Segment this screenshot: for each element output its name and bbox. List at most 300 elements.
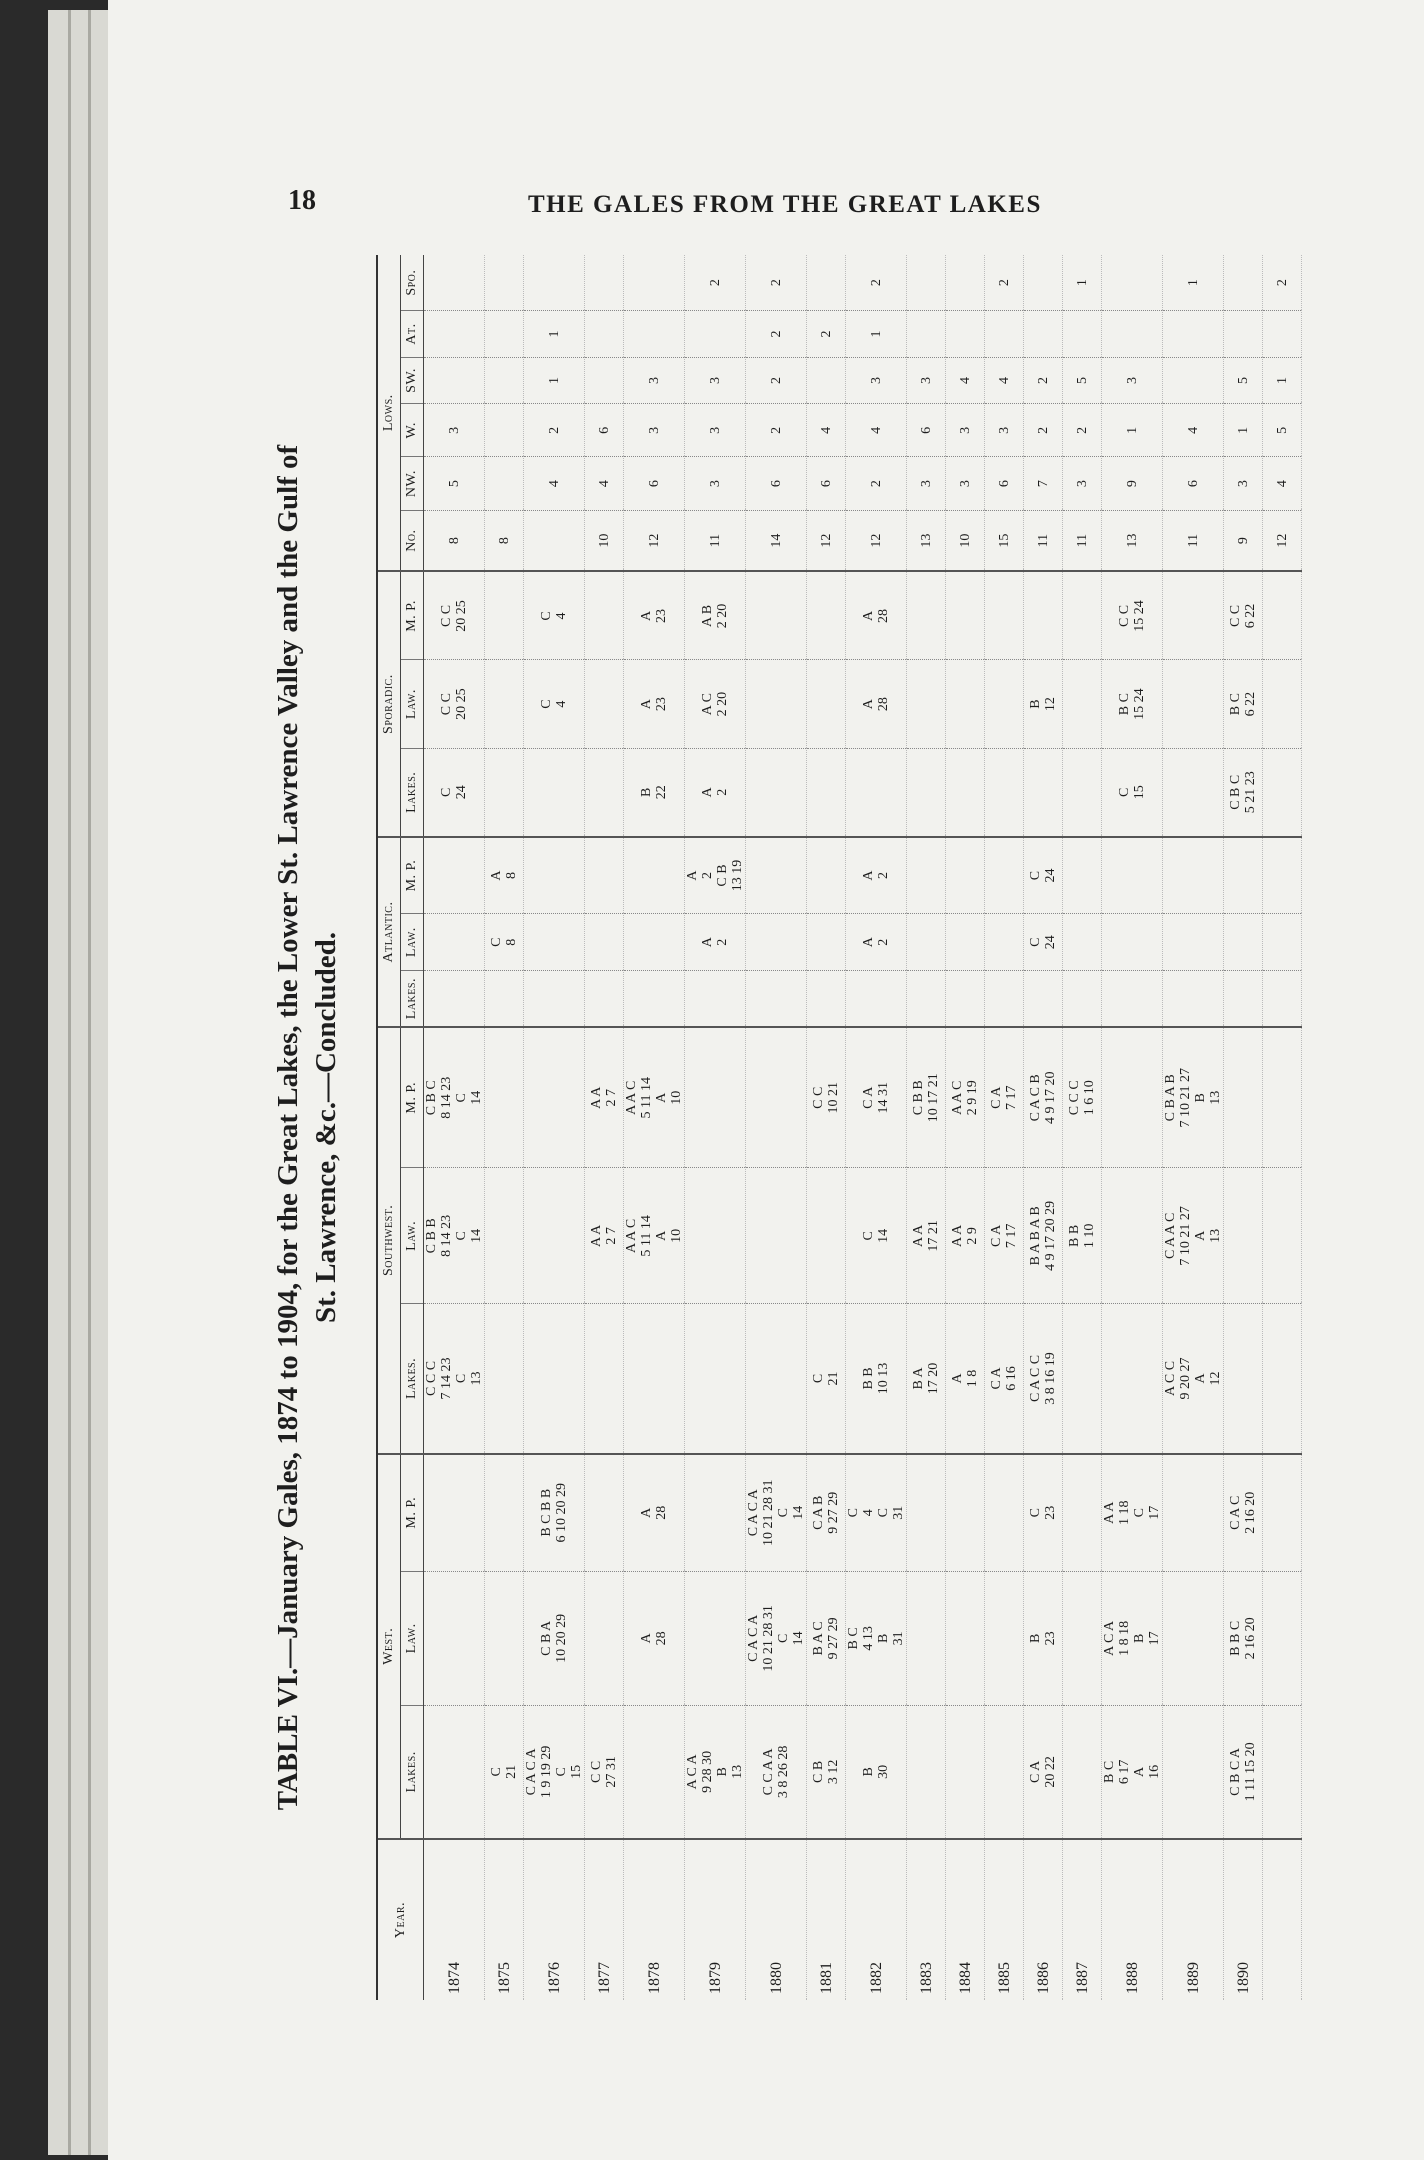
southwest-mp-cell: [485, 1027, 524, 1168]
lows-at-cell: [1263, 311, 1302, 357]
atlantic-lakes-cell: [1263, 971, 1302, 1028]
atlantic-lakes-cell: [846, 971, 907, 1028]
west-mp-cell: [1263, 1454, 1302, 1572]
table-row: [1163, 255, 1224, 2000]
year-cell: 1888: [1102, 1839, 1163, 2000]
lows-no-cell: 12: [1263, 510, 1302, 571]
southwest-lakes-cell: C A 6 16: [985, 1304, 1024, 1454]
lows-no-cell: 8: [485, 510, 524, 571]
atlantic-lakes-cell: [1063, 971, 1102, 1028]
sporadic-mp-cell: [1063, 571, 1102, 659]
atlantic-law-cell: [624, 914, 685, 971]
west-law-cell: [585, 1571, 624, 1705]
atlantic-law-cell: [524, 914, 585, 971]
southwest-mp-cell: [685, 1027, 746, 1168]
southwest-law-cell: B A B A B 4 9 17 20 29: [1024, 1168, 1063, 1304]
southwest-mp-cell: [1263, 1027, 1302, 1168]
west-lakes-cell: [985, 1705, 1024, 1839]
atlantic-mp-cell: C 24: [1024, 837, 1063, 914]
atlantic-mp-cell: [907, 837, 946, 914]
lows-spo-cell: [907, 255, 946, 311]
sporadic-law-cell: [485, 660, 524, 748]
west-mp-cell: C A C A 10 21 28 31 C 14: [746, 1454, 807, 1572]
lows-w-cell: 4: [846, 404, 907, 457]
table-row: [1063, 255, 1102, 2000]
atlantic-law-cell: A 2: [685, 914, 746, 971]
lows-sw-cell: 4: [985, 357, 1024, 403]
atlantic-mp-cell: [624, 837, 685, 914]
atlantic-lakes-cell: [1163, 971, 1224, 1028]
lows-w-cell: 2: [524, 404, 585, 457]
atlantic-lakes-cell: [585, 971, 624, 1028]
west-lakes-cell: B C 6 17 A 16: [1102, 1705, 1163, 1839]
lows-spo-cell: [524, 255, 585, 311]
southwest-law-cell: [524, 1168, 585, 1304]
southwest-lakes-cell: [1102, 1304, 1163, 1454]
sporadic-law-cell: [985, 660, 1024, 748]
lows-no-cell: 13: [907, 510, 946, 571]
southwest-lakes-cell: B B 10 13: [846, 1304, 907, 1454]
west-mp-cell: C 4 C 31: [846, 1454, 907, 1572]
group-header-row: [377, 255, 401, 2000]
west-law-cell: C B A 10 20 29: [524, 1571, 585, 1705]
lows-sw-cell: 2: [1024, 357, 1063, 403]
west-mp-cell: [985, 1454, 1024, 1572]
atlantic-mp-cell: [807, 837, 846, 914]
lows-nw-header: NW.: [401, 457, 424, 510]
lows-no-cell: 13: [1102, 510, 1163, 571]
west-law-cell: C A C A 10 21 28 31 C 14: [746, 1571, 807, 1705]
southwest-law-cell: C 14: [846, 1168, 907, 1304]
lows-nw-cell: 3: [946, 457, 985, 510]
west-lakes-cell: C 21: [485, 1705, 524, 1839]
lows-at-cell: [1163, 311, 1224, 357]
sub-header-row: [401, 255, 424, 2000]
table-row: [524, 255, 585, 2000]
sporadic-law-cell: C 4: [524, 660, 585, 748]
table-row: [746, 255, 807, 2000]
table-row: [1224, 255, 1263, 2000]
table-row: [1102, 255, 1163, 2000]
atlantic-law-cell: [946, 914, 985, 971]
southwest-lakes-header: Lakes.: [401, 1304, 424, 1454]
west-mp-cell: [946, 1454, 985, 1572]
table-row: [946, 255, 985, 2000]
atlantic-law-cell: [1263, 914, 1302, 971]
atlantic-lakes-cell: [907, 971, 946, 1028]
year-cell: 1883: [907, 1839, 946, 2000]
lows-nw-cell: 4: [524, 457, 585, 510]
lows-nw-cell: 9: [1102, 457, 1163, 510]
sporadic-lakes-cell: [907, 748, 946, 836]
southwest-mp-cell: A A 2 7: [585, 1027, 624, 1168]
year-cell: 1878: [624, 1839, 685, 2000]
southwest-law-cell: A A 2 7: [585, 1168, 624, 1304]
west-mp-cell: [585, 1454, 624, 1572]
lows-w-cell: 3: [985, 404, 1024, 457]
table-title-continued: St. Lawrence, &c.—Concluded.: [310, 932, 342, 1323]
lows-spo-cell: 2: [685, 255, 746, 311]
sporadic-mp-cell: [807, 571, 846, 659]
west-mp-cell: B C B B 6 10 20 29: [524, 1454, 585, 1572]
atlantic-lakes-cell: [1224, 971, 1263, 1028]
lows-at-cell: [585, 311, 624, 357]
southwest-mp-cell: C A 14 31: [846, 1027, 907, 1168]
southwest-lakes-cell: [685, 1304, 746, 1454]
west-law-cell: [946, 1571, 985, 1705]
sporadic-lakes-cell: [524, 748, 585, 836]
west-lakes-cell: [624, 1705, 685, 1839]
southwest-law-cell: B B 1 10: [1063, 1168, 1102, 1304]
year-cell: 1884: [946, 1839, 985, 2000]
lows-at-cell: [1024, 311, 1063, 357]
lows-sw-cell: [1163, 357, 1224, 403]
lows-spo-cell: 2: [1263, 255, 1302, 311]
lows-nw-cell: 6: [985, 457, 1024, 510]
lows-w-header: W.: [401, 404, 424, 457]
west-law-cell: [1063, 1571, 1102, 1705]
west-lakes-cell: [907, 1705, 946, 1839]
lows-nw-cell: 2: [846, 457, 907, 510]
lows-spo-cell: 2: [846, 255, 907, 311]
sporadic-lakes-cell: C 15: [1102, 748, 1163, 836]
atlantic-law-cell: [1224, 914, 1263, 971]
sporadic-law-cell: A 28: [846, 660, 907, 748]
sporadic-law-cell: B 12: [1024, 660, 1063, 748]
southwest-law-cell: A A 17 21: [907, 1168, 946, 1304]
west-mp-cell: C 23: [1024, 1454, 1063, 1572]
atlantic-law-cell: C 8: [485, 914, 524, 971]
lows-w-cell: 6: [907, 404, 946, 457]
southwest-lakes-cell: A C C 9 20 27 A 12: [1163, 1304, 1224, 1454]
atlantic-law-cell: [1063, 914, 1102, 971]
lows-sw-cell: [585, 357, 624, 403]
table-row: [846, 255, 907, 2000]
west-lakes-cell: C C A A 3 8 26 28: [746, 1705, 807, 1839]
sporadic-law-cell: [585, 660, 624, 748]
southwest-law-cell: [1224, 1168, 1263, 1304]
southwest-lakes-cell: A 1 8: [946, 1304, 985, 1454]
sporadic-law-cell: C C 20 25: [424, 660, 485, 748]
west-law-cell: [985, 1571, 1024, 1705]
lows-at-cell: [1102, 311, 1163, 357]
lows-sw-cell: [485, 357, 524, 403]
lows-w-cell: 3: [424, 404, 485, 457]
lows-nw-cell: 6: [807, 457, 846, 510]
atlantic-law-header: Law.: [401, 914, 424, 971]
atlantic-mp-cell: [985, 837, 1024, 914]
atlantic-mp-cell: [585, 837, 624, 914]
lows-sw-cell: 3: [846, 357, 907, 403]
lows-sw-cell: [807, 357, 846, 403]
lows-sw-cell: 3: [685, 357, 746, 403]
sporadic-lakes-cell: [1163, 748, 1224, 836]
lows-sw-cell: 2: [746, 357, 807, 403]
southwest-mp-cell: C C 10 21: [807, 1027, 846, 1168]
atlantic-mp-cell: A 8: [485, 837, 524, 914]
west-lakes-cell: [946, 1705, 985, 1839]
west-header: West.: [377, 1454, 401, 1839]
west-lakes-cell: B 30: [846, 1705, 907, 1839]
table-row: [424, 255, 485, 2000]
sporadic-lakes-cell: [746, 748, 807, 836]
atlantic-mp-cell: [746, 837, 807, 914]
lows-no-cell: 15: [985, 510, 1024, 571]
sporadic-lakes-header: Lakes.: [401, 748, 424, 836]
west-lakes-cell: C B 3 12: [807, 1705, 846, 1839]
southwest-law-cell: [746, 1168, 807, 1304]
lows-sw-cell: 4: [946, 357, 985, 403]
west-lakes-cell: [1263, 1705, 1302, 1839]
southwest-law-header: Law.: [401, 1168, 424, 1304]
west-lakes-cell: C A C A 1 9 19 29 C 15: [524, 1705, 585, 1839]
year-cell: 1879: [685, 1839, 746, 2000]
lows-sw-cell: 5: [1224, 357, 1263, 403]
lows-w-cell: 3: [946, 404, 985, 457]
lows-spo-cell: [1224, 255, 1263, 311]
sporadic-mp-cell: [1263, 571, 1302, 659]
atlantic-mp-cell: [1102, 837, 1163, 914]
lows-no-cell: 11: [1063, 510, 1102, 571]
southwest-law-cell: [807, 1168, 846, 1304]
west-law-cell: [685, 1571, 746, 1705]
lows-w-cell: 4: [807, 404, 846, 457]
southwest-mp-cell: C A C B 4 9 17 20: [1024, 1027, 1063, 1168]
sporadic-lakes-cell: [846, 748, 907, 836]
sporadic-lakes-cell: C 24: [424, 748, 485, 836]
west-lakes-cell: C B C A 1 11 15 20: [1224, 1705, 1263, 1839]
lows-nw-cell: 7: [1024, 457, 1063, 510]
page-number: 18: [288, 185, 316, 216]
year-cell: 1887: [1063, 1839, 1102, 2000]
sporadic-lakes-cell: [485, 748, 524, 836]
lows-nw-cell: 5: [424, 457, 485, 510]
running-head: THE GALES FROM THE GREAT LAKES: [528, 191, 1042, 218]
lows-no-cell: 9: [1224, 510, 1263, 571]
sporadic-law-cell: A 23: [624, 660, 685, 748]
lows-nw-cell: 3: [685, 457, 746, 510]
lows-at-cell: [1224, 311, 1263, 357]
lows-at-cell: [907, 311, 946, 357]
lows-spo-cell: [585, 255, 624, 311]
lows-nw-cell: [485, 457, 524, 510]
lows-nw-cell: 4: [585, 457, 624, 510]
southwest-lakes-cell: B A 17 20: [907, 1304, 946, 1454]
sporadic-lakes-cell: [1263, 748, 1302, 836]
west-mp-cell: [485, 1454, 524, 1572]
lows-sw-cell: 1: [1263, 357, 1302, 403]
lows-at-cell: [946, 311, 985, 357]
lows-spo-cell: [1102, 255, 1163, 311]
lows-at-cell: 1: [524, 311, 585, 357]
atlantic-mp-cell: A 2 C B 13 19: [685, 837, 746, 914]
sporadic-lakes-cell: [1063, 748, 1102, 836]
lows-spo-cell: [807, 255, 846, 311]
southwest-lakes-cell: [585, 1304, 624, 1454]
lows-spo-cell: [946, 255, 985, 311]
southwest-lakes-cell: [1263, 1304, 1302, 1454]
year-cell: 1885: [985, 1839, 1024, 2000]
west-mp-cell: A A 1 18 C 17: [1102, 1454, 1163, 1572]
sporadic-law-cell: [1063, 660, 1102, 748]
west-mp-cell: [685, 1454, 746, 1572]
sporadic-mp-cell: [907, 571, 946, 659]
southwest-law-cell: A A C 5 11 14 A 10: [624, 1168, 685, 1304]
atlantic-lakes-cell: [685, 971, 746, 1028]
west-law-cell: A C A 1 8 18 B 17: [1102, 1571, 1163, 1705]
lows-no-header: No.: [401, 510, 424, 571]
sporadic-law-cell: [807, 660, 846, 748]
west-law-cell: B C 4 13 B 31: [846, 1571, 907, 1705]
southwest-lakes-cell: C 21: [807, 1304, 846, 1454]
lows-sw-header: SW.: [401, 357, 424, 403]
lows-header: Lows.: [377, 255, 401, 571]
lows-no-cell: 10: [585, 510, 624, 571]
southwest-mp-cell: C C C 1 6 10: [1063, 1027, 1102, 1168]
sporadic-lakes-cell: A 2: [685, 748, 746, 836]
lows-at-cell: 2: [746, 311, 807, 357]
southwest-mp-cell: C B C 8 14 23 C 14: [424, 1027, 485, 1168]
atlantic-law-cell: [585, 914, 624, 971]
lows-no-cell: 12: [807, 510, 846, 571]
southwest-mp-header: M. P.: [401, 1027, 424, 1168]
atlantic-mp-cell: [424, 837, 485, 914]
atlantic-law-cell: [424, 914, 485, 971]
sporadic-mp-cell: C C 20 25: [424, 571, 485, 659]
page-header: [108, 185, 1424, 225]
atlantic-law-cell: [807, 914, 846, 971]
southwest-law-cell: [485, 1168, 524, 1304]
lows-at-cell: [985, 311, 1024, 357]
sporadic-lakes-cell: [985, 748, 1024, 836]
lows-at-cell: 2: [807, 311, 846, 357]
gales-table-body: [424, 255, 1302, 2000]
atlantic-mp-header: M. P.: [401, 837, 424, 914]
southwest-law-cell: A A 2 9: [946, 1168, 985, 1304]
sporadic-law-cell: B C 6 22: [1224, 660, 1263, 748]
west-mp-cell: C A B 9 27 29: [807, 1454, 846, 1572]
sporadic-mp-cell: [746, 571, 807, 659]
west-law-cell: [424, 1571, 485, 1705]
atlantic-law-cell: [1163, 914, 1224, 971]
atlantic-lakes-cell: [807, 971, 846, 1028]
year-cell: 1877: [585, 1839, 624, 2000]
sporadic-mp-cell: A B 2 20: [685, 571, 746, 659]
atlantic-mp-cell: [1063, 837, 1102, 914]
southwest-lakes-cell: C C C 7 14 23 C 13: [424, 1304, 485, 1454]
lows-at-cell: [685, 311, 746, 357]
lows-no-cell: 14: [746, 510, 807, 571]
lows-w-cell: 3: [685, 404, 746, 457]
west-lakes-cell: [424, 1705, 485, 1839]
sporadic-law-cell: A C 2 20: [685, 660, 746, 748]
lows-spo-cell: [624, 255, 685, 311]
atlantic-law-cell: [985, 914, 1024, 971]
west-lakes-cell: [1163, 1705, 1224, 1839]
southwest-header: Southwest.: [377, 1027, 401, 1453]
sporadic-lakes-cell: [1024, 748, 1063, 836]
lows-nw-cell: 3: [907, 457, 946, 510]
year-cell: 1876: [524, 1839, 585, 2000]
sporadic-mp-cell: A 28: [846, 571, 907, 659]
page-edge: [88, 10, 91, 2155]
west-law-cell: [1263, 1571, 1302, 1705]
year-cell: 1886: [1024, 1839, 1063, 2000]
table-row: [485, 255, 524, 2000]
year-cell: 1890: [1224, 1839, 1263, 2000]
lows-w-cell: 2: [746, 404, 807, 457]
sporadic-law-cell: [1163, 660, 1224, 748]
sporadic-law-cell: [746, 660, 807, 748]
year-cell: 1875: [485, 1839, 524, 2000]
west-mp-cell: [1163, 1454, 1224, 1572]
atlantic-lakes-header: Lakes.: [401, 971, 424, 1028]
document-page: [108, 0, 1424, 2160]
lows-at-cell: 1: [846, 311, 907, 357]
atlantic-mp-cell: [524, 837, 585, 914]
lows-w-cell: 3: [624, 404, 685, 457]
southwest-law-cell: [685, 1168, 746, 1304]
southwest-mp-cell: [746, 1027, 807, 1168]
lows-spo-header: Spo.: [401, 255, 424, 311]
table-title: TABLE VI.—January Gales, 1874 to 1904, for the Great Lakes, the Lower St. Lawrence Valley and the Gulf of: [272, 444, 304, 1811]
table-row: [985, 255, 1024, 2000]
lows-no-cell: 12: [846, 510, 907, 571]
lows-sw-cell: 3: [907, 357, 946, 403]
lows-w-cell: 2: [1063, 404, 1102, 457]
west-lakes-header: Lakes.: [401, 1705, 424, 1839]
atlantic-law-cell: [907, 914, 946, 971]
page-edge: [68, 10, 71, 2155]
west-law-cell: [907, 1571, 946, 1705]
lows-w-cell: 5: [1263, 404, 1302, 457]
west-mp-cell: C A C 2 16 20: [1224, 1454, 1263, 1572]
west-mp-cell: [1063, 1454, 1102, 1572]
atlantic-mp-cell: [946, 837, 985, 914]
atlantic-lakes-cell: [424, 971, 485, 1028]
sporadic-law-header: Law.: [401, 660, 424, 748]
west-law-header: Law.: [401, 1571, 424, 1705]
atlantic-lakes-cell: [524, 971, 585, 1028]
lows-w-cell: 1: [1102, 404, 1163, 457]
atlantic-lakes-cell: [746, 971, 807, 1028]
sporadic-mp-cell: C C 6 22: [1224, 571, 1263, 659]
lows-sw-cell: 1: [524, 357, 585, 403]
year-header: Year.: [377, 1839, 424, 2000]
sporadic-lakes-cell: [946, 748, 985, 836]
southwest-law-cell: C A A C 7 10 21 27 A 13: [1163, 1168, 1224, 1304]
atlantic-law-cell: A 2: [846, 914, 907, 971]
atlantic-lakes-cell: [1102, 971, 1163, 1028]
southwest-law-cell: [1102, 1168, 1163, 1304]
west-law-cell: A 28: [624, 1571, 685, 1705]
year-cell: 1889: [1163, 1839, 1224, 2000]
southwest-law-cell: C A 7 17: [985, 1168, 1024, 1304]
lows-no-cell: 12: [624, 510, 685, 571]
year-cell: 1874: [424, 1839, 485, 2000]
southwest-lakes-cell: C A C C 3 8 16 19: [1024, 1304, 1063, 1454]
lows-spo-cell: [1024, 255, 1063, 311]
year-cell: 1881: [807, 1839, 846, 2000]
sporadic-law-cell: [946, 660, 985, 748]
lows-nw-cell: 6: [746, 457, 807, 510]
lows-nw-cell: 4: [1263, 457, 1302, 510]
sporadic-law-cell: B C 15 24: [1102, 660, 1163, 748]
lows-w-cell: [485, 404, 524, 457]
sporadic-mp-cell: C 4: [524, 571, 585, 659]
southwest-mp-cell: C B A B 7 10 21 27 B 13: [1163, 1027, 1224, 1168]
atlantic-law-cell: C 24: [1024, 914, 1063, 971]
